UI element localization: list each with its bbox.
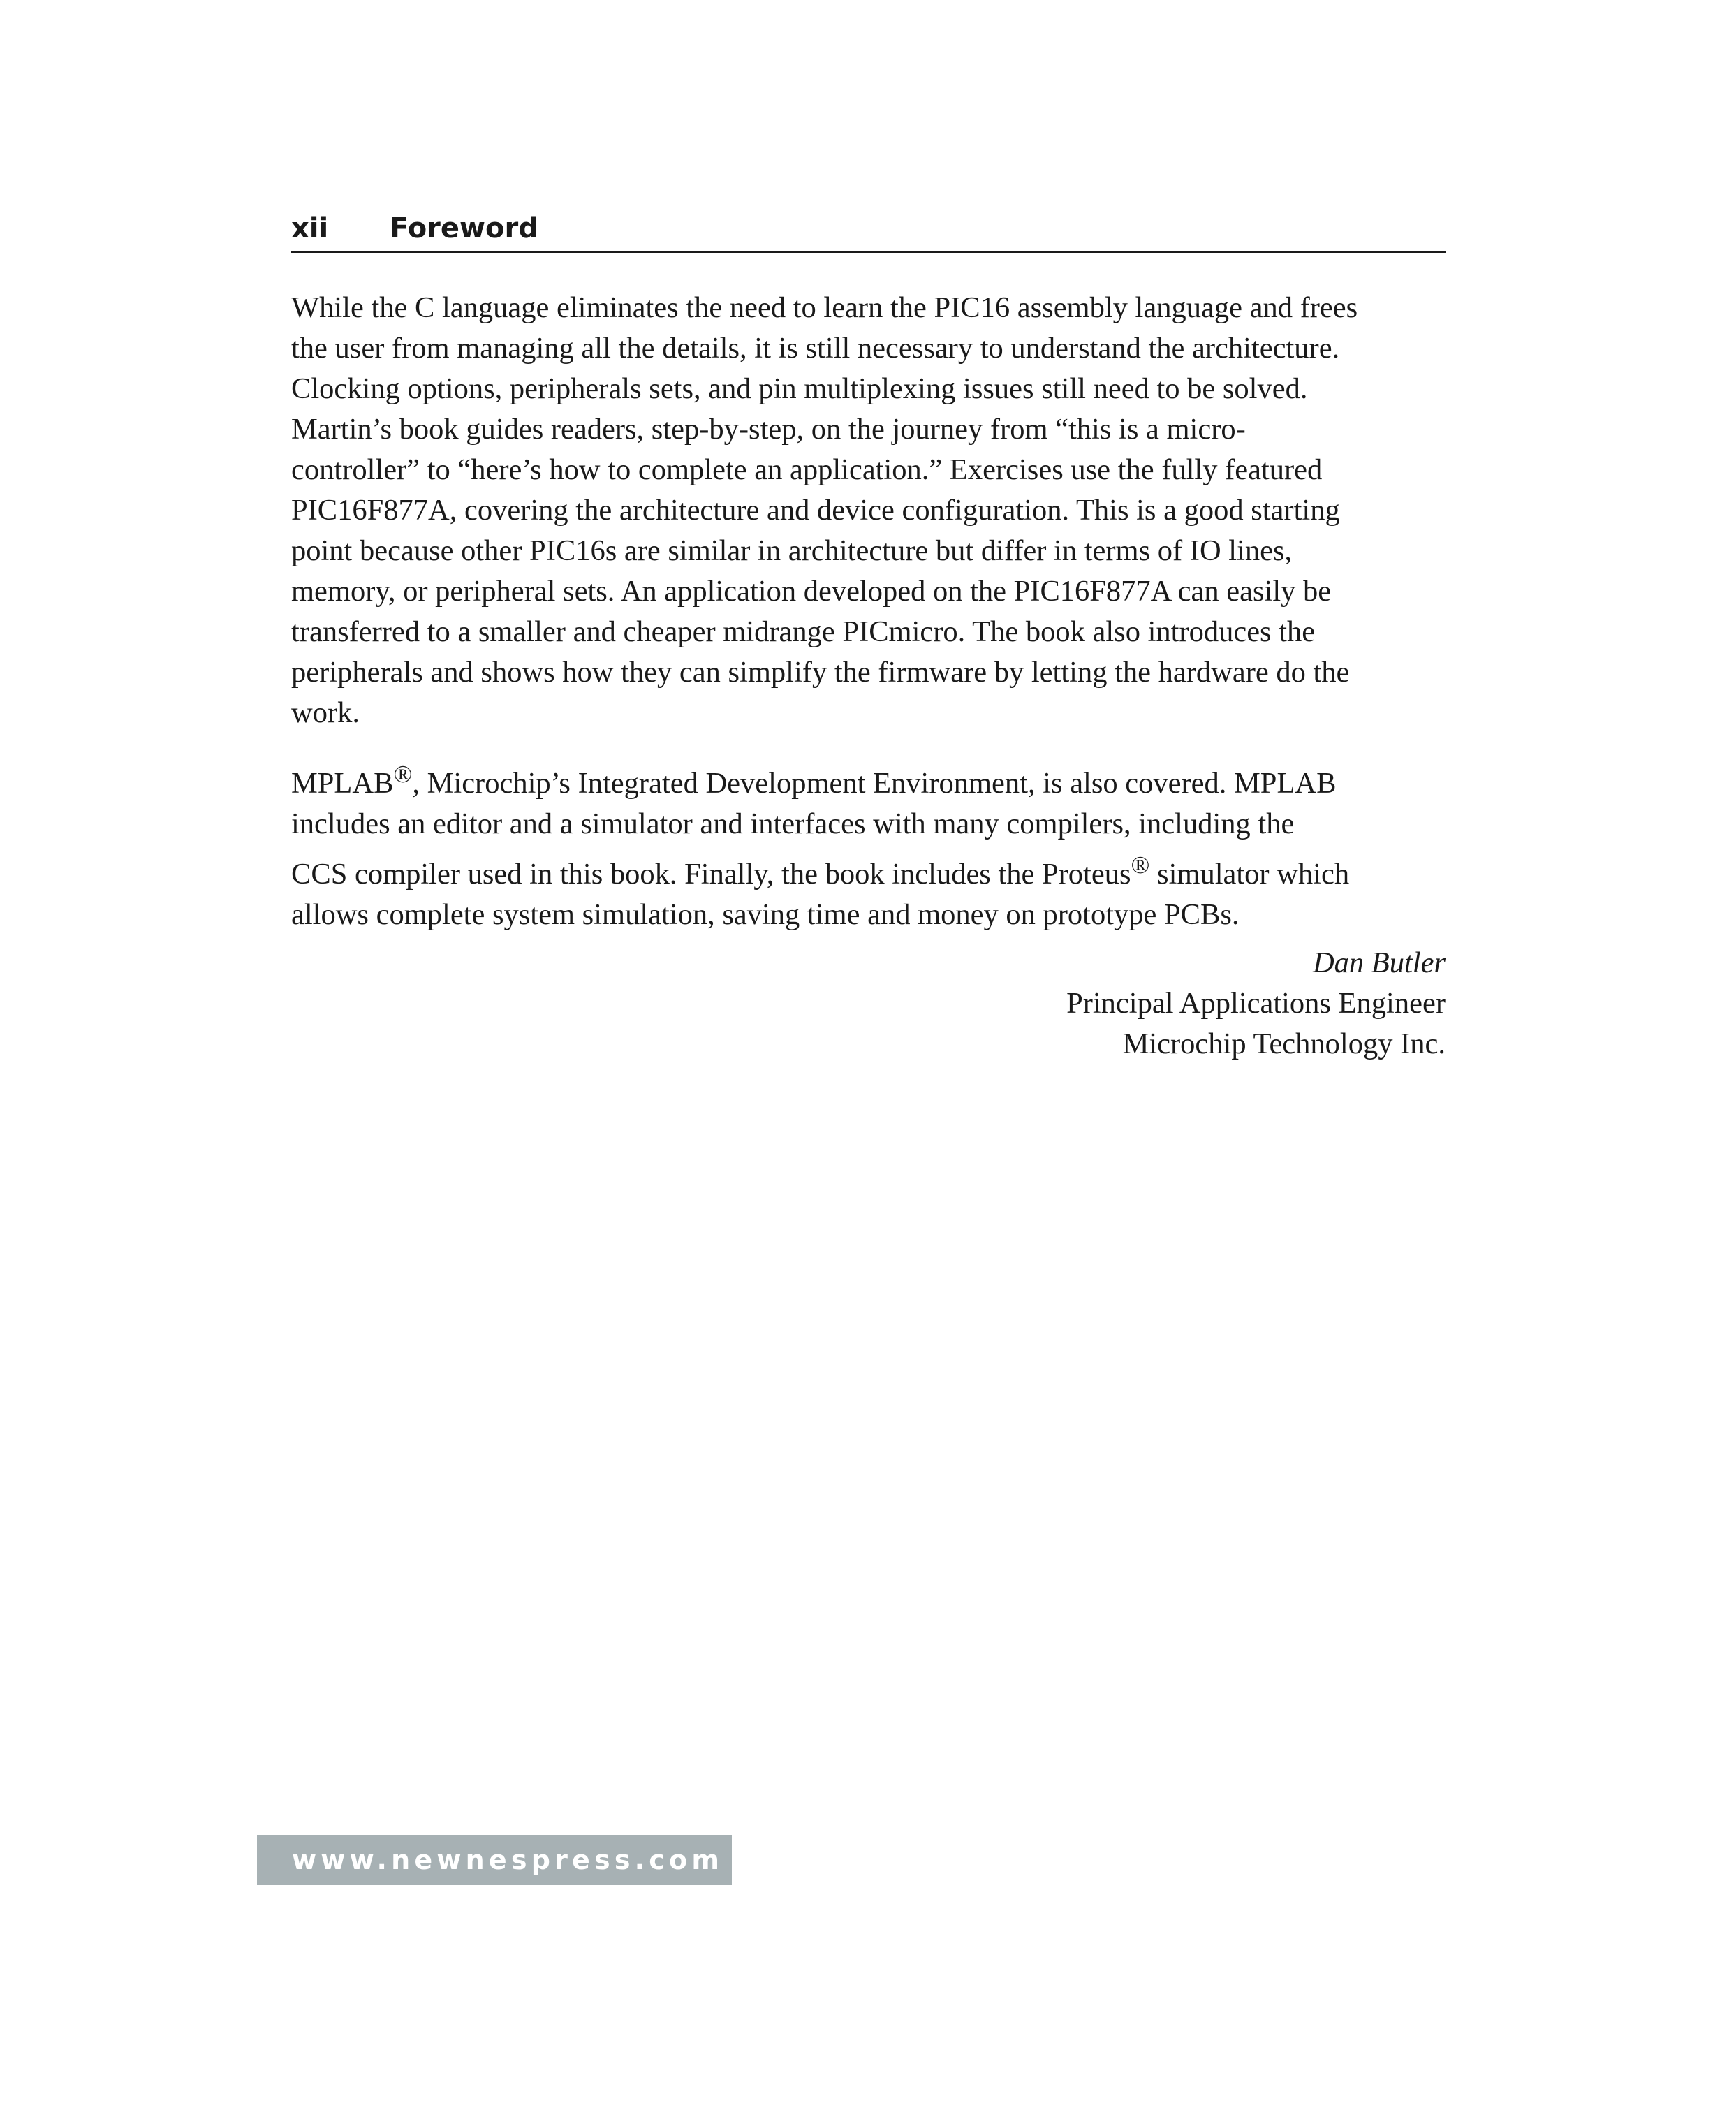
paragraph-1: [291, 288, 1446, 733]
text-line: peripherals and shows how they can simplify the firmware by letting the hardware do the: [291, 656, 1350, 689]
text-line: allows complete system simulation, saving time and money on prototype PCBs.: [291, 898, 1240, 932]
registered-mark: ®: [393, 760, 413, 788]
foreword-body: [291, 288, 1446, 955]
text-line: Clocking options, peripherals sets, and pin multiplexing issues still need to be solved.: [291, 372, 1308, 405]
text-line: Martin’s book guides readers, step-by-step, on the journey from “this is a micro-: [291, 413, 1246, 446]
publisher-url-bar: [257, 1835, 732, 1885]
text-line: While the C language eliminates the need to learn the PIC16 assembly language and frees: [291, 291, 1358, 324]
text-line: PIC16F877A, covering the architecture and device configuration. This is a good starting: [291, 494, 1340, 527]
text-line: work.: [291, 696, 360, 729]
text-fragment: , Microchip’s Integrated Development Environment, is also covered. MPLAB: [412, 767, 1337, 800]
text-fragment: MPLAB: [291, 767, 394, 800]
page-number: xii: [291, 212, 329, 244]
publisher-url: www.newnespress.com: [292, 1845, 724, 1875]
text-line: includes an editor and a simulator and interfaces with many compilers, including the: [291, 807, 1295, 841]
text-fragment: CCS compiler used in this book. Finally, the book includes the Proteus: [291, 858, 1131, 891]
text-line: point because other PIC16s are similar in architecture but differ in terms of IO lines,: [291, 534, 1293, 567]
text-fragment: simulator which: [1149, 858, 1350, 891]
author-title: Principal Applications Engineer: [1066, 987, 1446, 1020]
paragraph-2: [291, 754, 1446, 935]
author-name: Dan Butler: [1312, 946, 1446, 979]
text-line: memory, or peripheral sets. An application developed on the PIC16F877A can easily be: [291, 575, 1332, 608]
text-line: controller” to “here’s how to complete an application.” Exercises use the fully featured: [291, 453, 1323, 486]
running-header: [291, 210, 1446, 253]
text-line: transferred to a smaller and cheaper midrange PICmicro. The book also introduces the: [291, 615, 1316, 648]
registered-mark: ®: [1131, 851, 1150, 879]
section-title: Foreword: [390, 212, 538, 244]
signature-block: [838, 943, 1446, 1064]
author-company: Microchip Technology Inc.: [1122, 1027, 1446, 1060]
text-line: the user from managing all the details, it is still necessary to understand the architecture.: [291, 332, 1340, 365]
